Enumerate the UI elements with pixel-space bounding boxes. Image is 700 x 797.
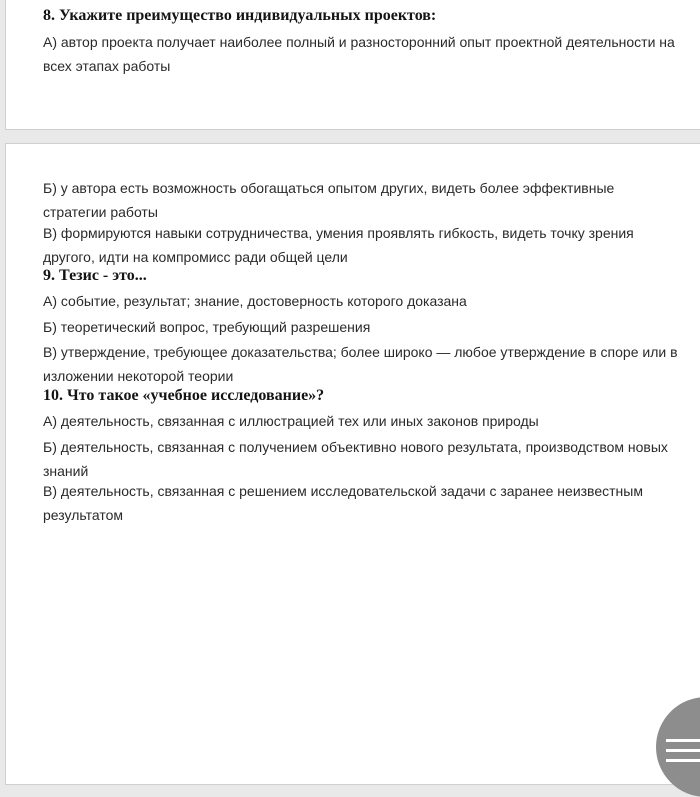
question-8-option-a: А) автор проекта получает наиболее полный и разносторонний опыт проектной деятельности на всех этапах работы bbox=[43, 34, 675, 74]
question-10-option-v: В) деятельность, связанная с решением исследовательской задачи с заранее неизвестным результатом bbox=[43, 483, 643, 523]
question-9-option-a: А) событие, результат; знание, достоверность которого доказана bbox=[43, 293, 467, 309]
question-10-option-b: Б) деятельность, связанная с получением объективно нового результата, производством новых знаний bbox=[43, 439, 668, 479]
question-8-option-v: В) формируются навыки сотрудничества, умения проявлять гибкость, видеть точку зрения другого, идти на компромисс ради общей цели bbox=[43, 225, 634, 265]
question-9-option-b: Б) теоретический вопрос, требующий разрешения bbox=[43, 319, 371, 335]
question-8-title: 8. Укажите преимущество индивидуальных проектов: bbox=[43, 7, 437, 24]
menu-icon bbox=[666, 739, 700, 769]
question-10-option-a: А) деятельность, связанная с иллюстрацией тех или иных законов природы bbox=[43, 413, 539, 429]
question-8-option-b: Б) у автора есть возможность обогащаться опытом других, видеть более эффективные стратегии работы bbox=[43, 180, 615, 220]
document-page-1 bbox=[5, 0, 700, 130]
question-10-title: 10. Что такое «учебное исследование»? bbox=[43, 387, 325, 404]
document-page-2 bbox=[5, 143, 700, 785]
question-9-option-v: В) утверждение, требующее доказательства; более широко — любое утверждение в споре или в изложении некоторой теории bbox=[43, 344, 678, 384]
question-9-title: 9. Тезис - это... bbox=[43, 267, 147, 284]
